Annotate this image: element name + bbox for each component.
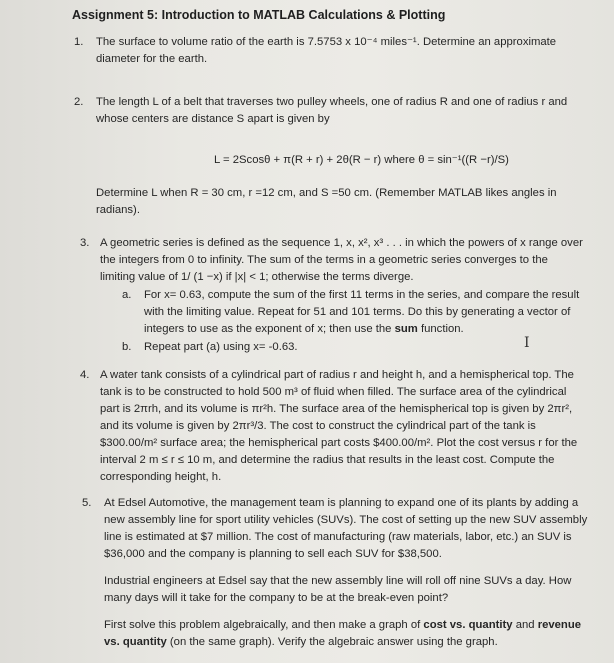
problem-number: 3. — [80, 237, 90, 249]
problem-text-line: Determine L when R = 30 cm, r =12 cm, and S =50 cm. (Remember MATLAB likes angles in — [96, 187, 557, 199]
problem-text: First solve this problem algebraically, and then make a graph of — [104, 619, 421, 631]
problem-number: 4. — [80, 369, 90, 381]
problem-5 — [82, 495, 607, 660]
problem-text: and — [515, 619, 535, 631]
problem-text-line — [104, 634, 498, 651]
bold-term: revenue — [537, 619, 582, 631]
problem-1 — [74, 34, 594, 74]
problem-text-line: radians). — [96, 204, 140, 216]
sum-keyword: sum — [394, 323, 418, 335]
problem-number: 2. — [74, 96, 84, 108]
problem-text-line: limiting value of 1/ (1 −x) if |x| < 1; otherwise the terms diverge. — [100, 271, 414, 283]
bold-term: cost vs. quantity — [423, 619, 513, 631]
problem-text-line: The length L of a belt that traverses two pulley wheels, one of radius R and one of radius r and — [96, 96, 568, 108]
subpart-label: a. — [122, 289, 132, 301]
subpart-text-line: Repeat part (a) using x= -0.63. — [144, 341, 298, 353]
text-cursor-icon: I — [524, 335, 530, 351]
subpart-text-line: with the limiting value. Repeat for 51 and 101 terms. Do this by generating a vector of — [144, 306, 571, 318]
problem-text-line: new assembly line for sport utility vehicles (SUVs). The cost of setting up the new SUV assembly — [104, 514, 588, 526]
problem-text-line: diameter for the earth. — [96, 53, 208, 65]
problem-text-line: line is estimated at $7 million. The cost of manufacturing (raw materials, labor, etc.) an SUV is — [104, 531, 572, 543]
problem-4 — [80, 367, 605, 492]
problem-text-line: The surface to volume ratio of the earth is 7.5753 x 10⁻⁴ miles⁻¹. Determine an approximate — [96, 36, 557, 48]
problem-text-line: and its volume is given by 2πr³/3. The cost to construct the cylindrical part of the tank is — [100, 420, 536, 432]
subpart-text: function. — [420, 323, 464, 335]
subpart-text-line — [144, 321, 464, 338]
problem-text-line: A water tank consists of a cylindrical part of radius r and height h, and a hemispherical top. The — [100, 369, 574, 381]
subpart-label: b. — [122, 341, 132, 353]
problem-number: 1. — [74, 36, 84, 48]
problem-text-line: At Edsel Automotive, the management team is planning to expand one of its plants by adding a — [104, 497, 579, 509]
problem-text-line: the integers from 0 to infinity. The sum of the terms in a geometric series converges to the — [100, 254, 548, 266]
subpart-text-line: For x= 0.63, compute the sum of the first 11 terms in the series, and compare the result — [144, 289, 580, 301]
problem-text-line: A geometric series is defined as the sequence 1, x, x², x³ . . . in which the powers of x range over — [100, 237, 583, 249]
problem-text-line: $36,000 and the company is planning to sell each SUV for $38,500. — [104, 548, 442, 560]
problem-text-line: Industrial engineers at Edsel say that the new assembly line will roll off nine SUVs a day. How — [104, 575, 572, 587]
problem-text-line: whose centers are distance S apart is given by — [96, 113, 330, 125]
problem-number: 5. — [82, 497, 92, 509]
problem-text-line: interval 2 m ≤ r ≤ 10 m, and determine the radius that results in the least cost. Compute the — [100, 454, 555, 466]
problem-2 — [74, 94, 604, 224]
problem-text-line: many days will it take for the company to be at the break-even point? — [104, 592, 449, 604]
bold-term: vs. quantity — [104, 636, 167, 648]
problem-text-line: tank is to be constructed to hold 500 m³ of fluid when filled. The surface area of the cylindrical — [100, 386, 567, 398]
assignment-title: Assignment 5: Introduction to MATLAB Calculations & Plotting — [72, 8, 446, 22]
problem-text-line: corresponding height, h. — [100, 471, 222, 483]
belt-length-equation: L = 2Scosθ + π(R + r) + 2θ(R − r) where θ = sin⁻¹((R −r)/S) — [214, 154, 509, 166]
problem-text-line: $300.00/m² surface area; the hemispherical part costs $400.00/m². Plot the cost versus r for the — [100, 437, 578, 449]
problem-text-line: part is 2πrh, and its volume is πr²h. The surface area of the hemispherical top is given by 2πr², — [100, 403, 573, 415]
subpart-text: integers to use as the exponent of x; then use the — [144, 323, 392, 335]
problem-text: (on the same graph). Verify the algebraic answer using the graph. — [169, 636, 498, 648]
problem-text-line — [104, 617, 581, 634]
